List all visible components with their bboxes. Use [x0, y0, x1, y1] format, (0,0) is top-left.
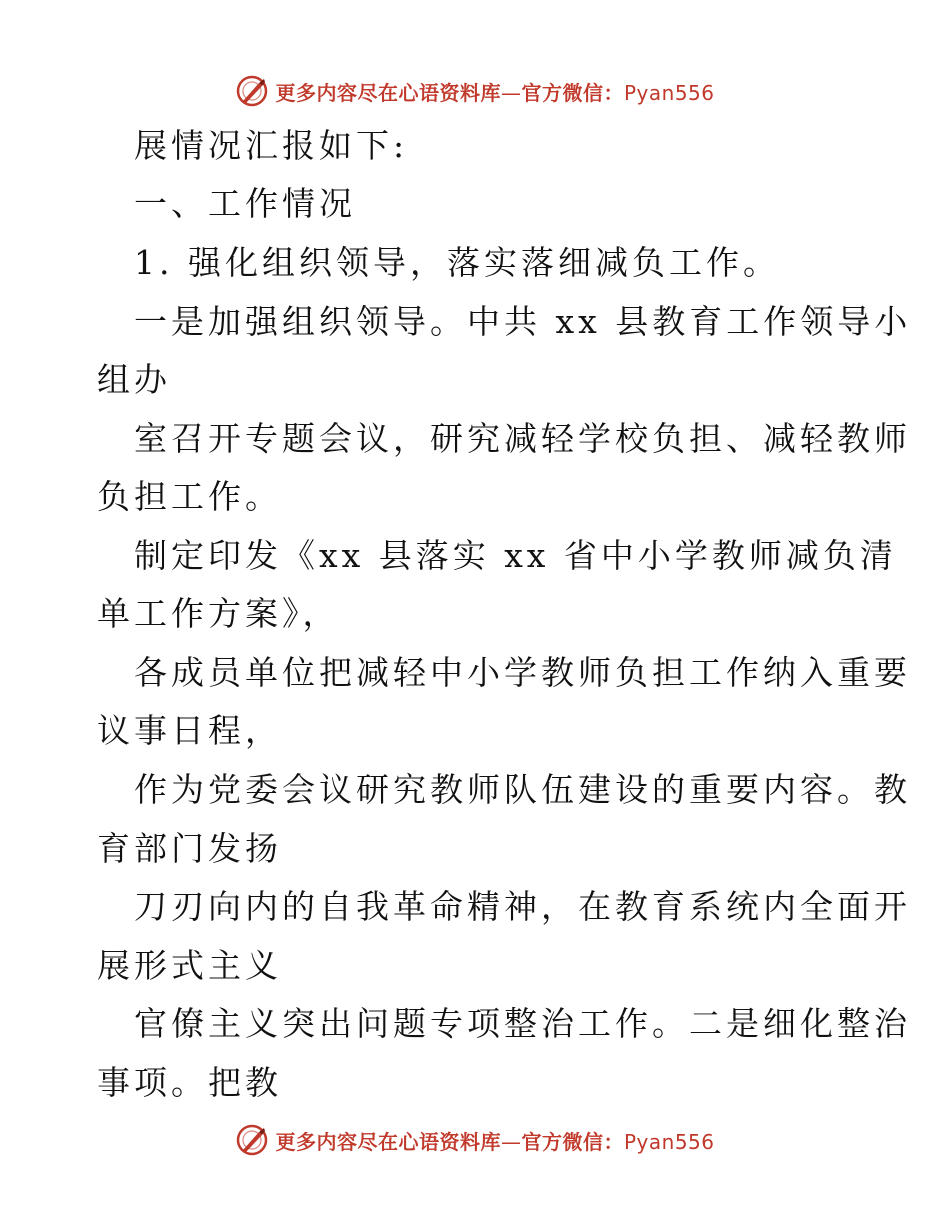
- separator: —: [500, 1129, 522, 1154]
- paragraph-line: 制定印发《xx 县落实 xx 省中小学教师减负清: [134, 536, 897, 575]
- paragraph-line: 一是加强组织领导。中共 xx 县教育工作领导小: [134, 302, 912, 341]
- wechat-id: Pyan556: [623, 80, 715, 105]
- footer-watermark-banner: [0, 1120, 950, 1160]
- paragraph-line: 事项。把教: [97, 1063, 282, 1102]
- site-name: 更多内容尽在心语资料库: [275, 1129, 501, 1154]
- section-heading: 一、工作情况: [134, 184, 356, 223]
- paragraph-line: 各成员单位把减轻中小学教师负担工作纳入重要: [134, 653, 911, 692]
- subsection-heading: 1. 强化组织领导，落实落细减负工作。: [134, 243, 780, 282]
- paragraph-line: 育部门发扬: [97, 829, 282, 868]
- quill-pen-logo-icon: [235, 74, 269, 108]
- site-name: 更多内容尽在心语资料库: [275, 80, 501, 105]
- quill-pen-logo-icon: [235, 1123, 269, 1157]
- paragraph-line: 官僚主义突出问题专项整治工作。二是细化整治: [134, 1004, 911, 1043]
- paragraph-line: 展形式主义: [97, 946, 282, 985]
- watermark-text: [275, 77, 714, 106]
- paragraph-line: 议事日程，: [97, 711, 282, 750]
- paragraph-line: 单工作方案》，: [97, 594, 340, 633]
- paragraph-line: 组办: [97, 360, 171, 399]
- watermark-text: [275, 1126, 714, 1155]
- wechat-label: 官方微信：: [521, 1129, 624, 1154]
- paragraph-line: 负担工作。: [97, 477, 282, 516]
- paragraph-line: 室召开专题会议，研究减轻学校负担、减轻教师: [134, 419, 911, 458]
- wechat-id: Pyan556: [623, 1129, 715, 1154]
- paragraph-line: 刀刃向内的自我革命精神，在教育系统内全面开: [134, 887, 911, 926]
- wechat-label: 官方微信：: [521, 80, 624, 105]
- paragraph-line: 展情况汇报如下:: [134, 126, 409, 165]
- separator: —: [500, 80, 522, 105]
- header-watermark-banner: [0, 71, 950, 111]
- paragraph-line: 作为党委会议研究教师队伍建设的重要内容。教: [134, 770, 911, 809]
